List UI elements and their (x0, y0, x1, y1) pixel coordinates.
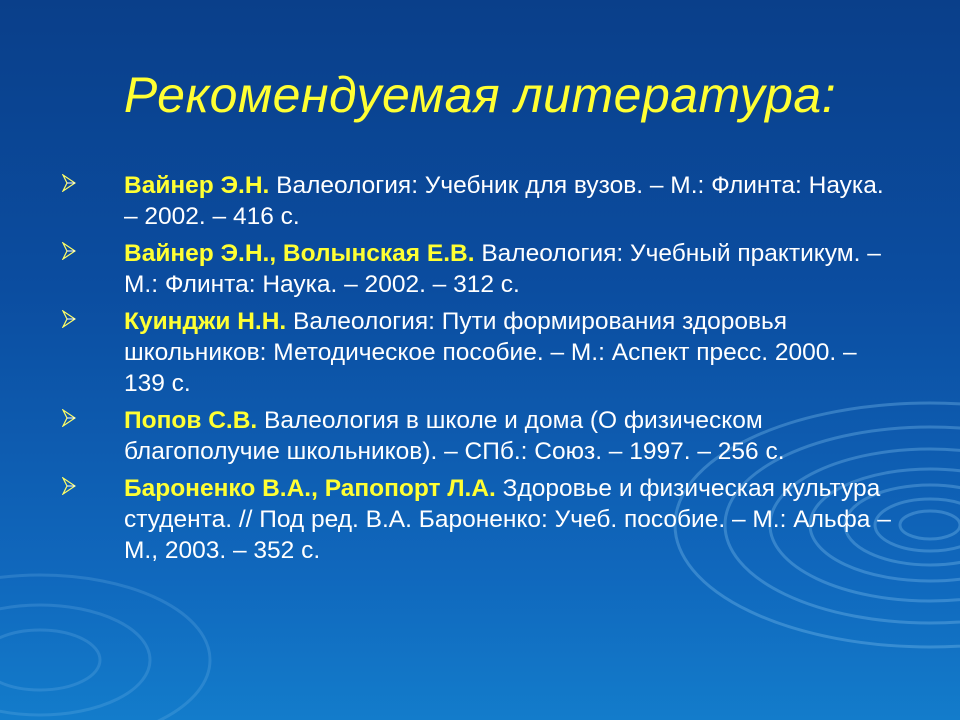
author-name: Куинджи Н.Н. (124, 308, 287, 335)
author-name: Бароненко В.А., Рапопорт Л.А. (124, 475, 496, 502)
list-item (60, 238, 900, 300)
reference-text: Валеология: Учебник для вузов. – М.: Флинта: Наука. – 2002. – 416 с. (124, 172, 884, 230)
slide-title: Рекомендуемая литература: (123, 67, 837, 123)
author-name: Попов С.В. (124, 407, 258, 434)
arrow-bullet-icon (62, 409, 76, 427)
reference-text: Валеология в школе и дома (О физическом благополучие школьников). – СПб.: Союз. – 1997. – 256 с. (124, 407, 785, 465)
reference-text: Валеология: Пути формирования здоровья школьников: Методическое пособие. – М.: Аспект пресс. 2000. – 139 с. (124, 308, 857, 397)
author-name: Вайнер Э.Н., Волынская Е.В. (124, 240, 475, 267)
list-item (60, 170, 900, 232)
list-item (60, 306, 900, 399)
arrow-bullet-icon (62, 174, 76, 192)
arrow-bullet-icon (62, 477, 76, 495)
author-name: Вайнер Э.Н. (124, 172, 270, 199)
list-item (60, 473, 900, 566)
arrow-bullet-icon (62, 242, 76, 260)
reference-text: Здоровье и физическая культура студента. // Под ред. В.А. Бароненко: Учеб. пособие. – М.: Альфа – М., 2003. – 352 с. (124, 475, 891, 564)
literature-list (60, 170, 900, 572)
arrow-bullet-icon (62, 310, 76, 328)
reference-text: Валеология: Учебный практикум. – М.: Флинта: Наука. – 2002. – 312 с. (124, 240, 881, 298)
list-item (60, 405, 900, 467)
